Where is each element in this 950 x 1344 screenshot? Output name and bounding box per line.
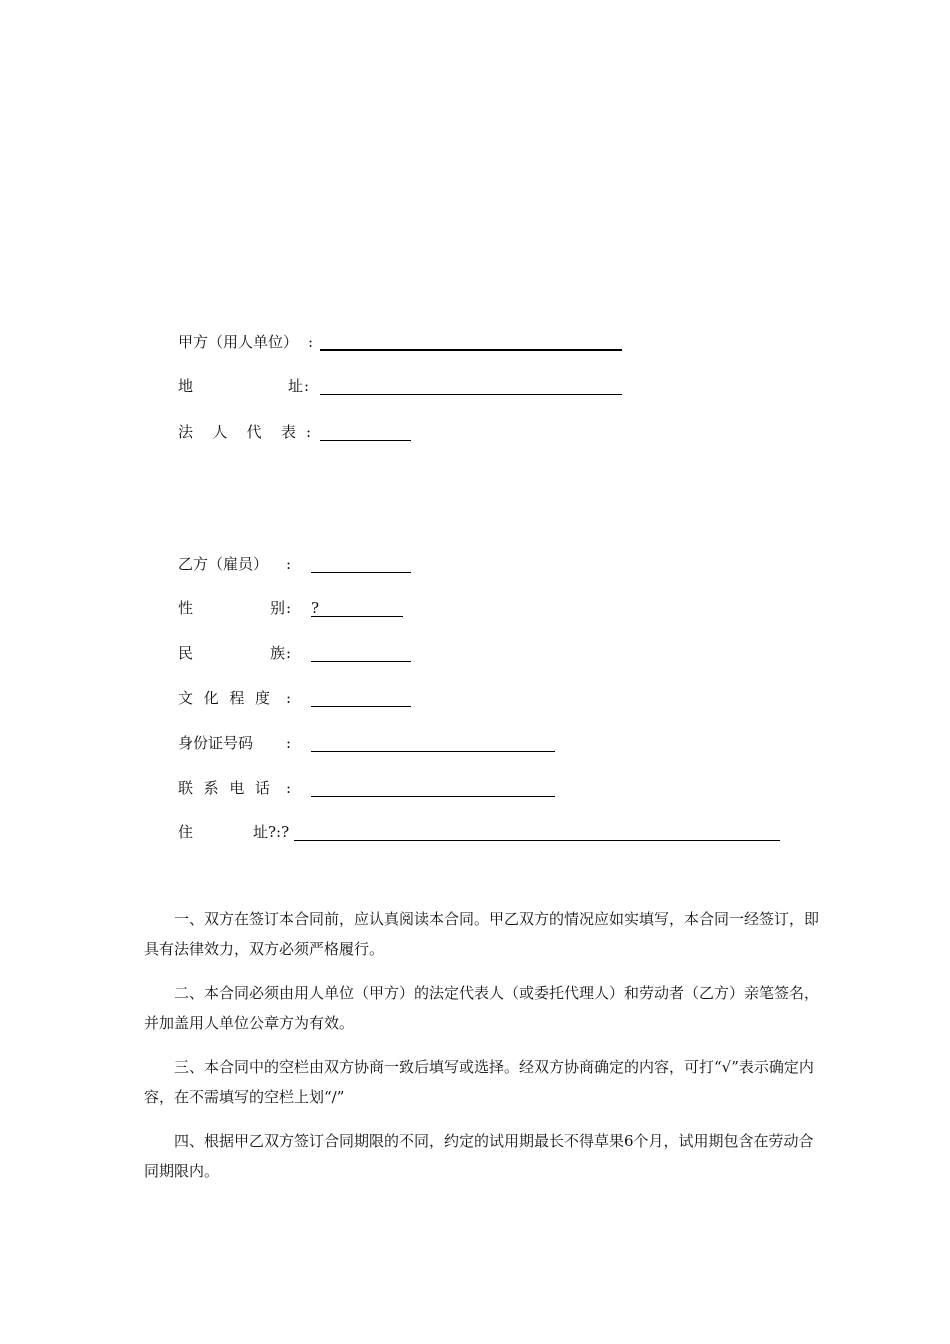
note-paragraph-1: 一、双方在签订本合同前，应认真阅读本合同。甲乙双方的情况应如实填写，本合同一经签订，即具有法律效力，双方必须严格履行。	[144, 910, 820, 958]
id-number-field	[178, 733, 628, 753]
residence-blank[interactable]	[294, 840, 780, 841]
ethnicity-label-part1: 民	[178, 644, 194, 662]
id-number-colon: :	[286, 734, 292, 752]
phone-field	[178, 778, 628, 798]
employee-field	[178, 554, 628, 574]
gender-blank[interactable]	[311, 616, 403, 617]
employer-colon: :	[308, 333, 314, 351]
employee-label: 乙方（雇员）	[178, 555, 269, 573]
address-label-part2: 址	[288, 377, 304, 395]
gender-field	[178, 598, 628, 618]
employer-blank[interactable]	[320, 349, 622, 351]
ethnicity-field	[178, 643, 628, 663]
note-paragraph-3: 三、本合同中的空栏由双方协商一致后填写或选择。经双方协商确定的内容，可打“√”表示确定内容，在不需填写的空栏上划“/”	[144, 1058, 814, 1106]
gender-value: ?	[311, 599, 320, 617]
residence-field	[178, 822, 788, 842]
employee-blank[interactable]	[311, 572, 411, 573]
address-label-part1: 地	[178, 377, 194, 395]
residence-tail: ?:?	[268, 823, 290, 841]
id-number-label: 身份证号码	[178, 734, 254, 752]
ethnicity-label-part2: 族	[270, 644, 286, 662]
legal-rep-colon: :	[306, 423, 312, 441]
employee-colon: :	[286, 555, 292, 573]
gender-label-part1: 性	[178, 599, 194, 617]
residence-label-part2: 址	[253, 823, 269, 841]
gender-label-part2: 别	[270, 599, 286, 617]
note-paragraph-4: 四、根据甲乙双方签订合同期限的不同，约定的试用期最长不得草果6个月，试用期包含在劳动合同期限内。	[144, 1132, 814, 1180]
education-colon: :	[286, 689, 292, 707]
address-colon: :	[304, 377, 310, 395]
education-label: 文 化 程 度	[178, 689, 270, 707]
legal-rep-blank[interactable]	[320, 440, 411, 441]
residence-label-part1: 住	[178, 823, 194, 841]
education-field	[178, 688, 628, 708]
id-number-blank[interactable]	[311, 751, 555, 752]
legal-rep-label: 法 人 代 表	[178, 423, 296, 441]
employer-field	[178, 332, 628, 352]
ethnicity-colon: :	[286, 644, 292, 662]
phone-colon: :	[286, 779, 292, 797]
employer-label: 甲方（用人单位）	[178, 333, 299, 351]
ethnicity-blank[interactable]	[311, 661, 411, 662]
legal-rep-field	[178, 422, 628, 442]
gender-colon: :	[286, 599, 292, 617]
education-blank[interactable]	[311, 706, 411, 707]
phone-label: 联 系 电 话	[178, 779, 270, 797]
phone-blank[interactable]	[311, 796, 555, 797]
address-field	[178, 376, 628, 396]
note-paragraph-2: 二、本合同必须由用人单位（甲方）的法定代表人（或委托代理人）和劳动者（乙方）亲笔签名，并加盖用人单位公章方为有效。	[144, 984, 820, 1032]
address-blank[interactable]	[320, 394, 622, 395]
